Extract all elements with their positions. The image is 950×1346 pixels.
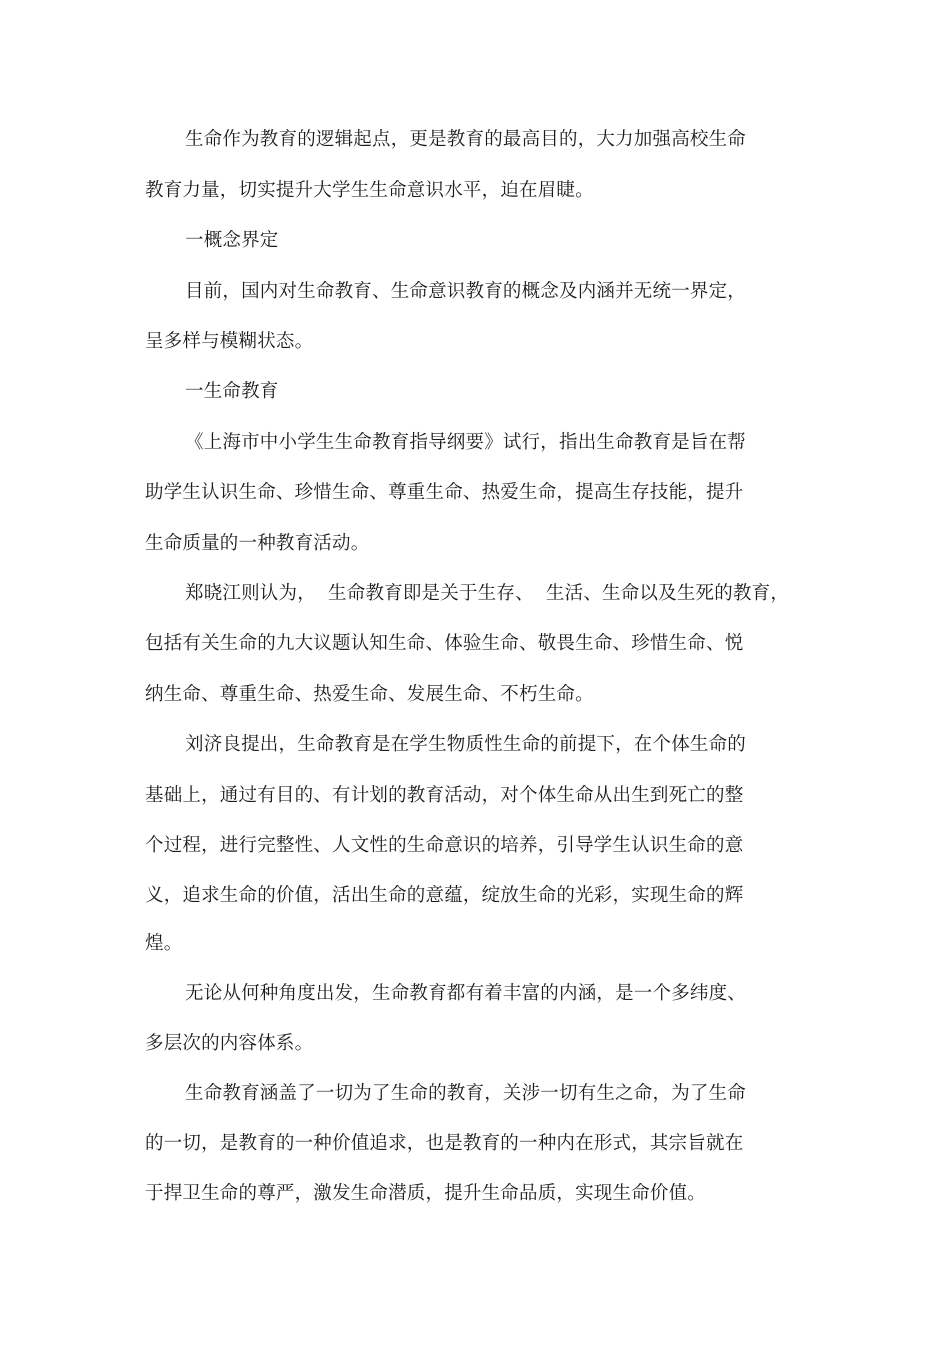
text-line-15: 个过程，进行完整性、人文性的生命意识的培养，引导学生认识生命的意 [145, 835, 744, 856]
text-line-22: 于捍卫生命的尊严，激发生命潜质，提升生命品质，实现生命价值。 [145, 1183, 707, 1204]
text-line-14: 基础上，通过有目的、有计划的教育活动，对个体生命从出生到死亡的整 [145, 785, 744, 806]
text-line-4: 目前，国内对生命教育、生命意识教育的概念及内涵并无统一界定， [185, 281, 747, 302]
text-line-20: 生命教育涵盖了一切为了生命的教育，关涉一切有生之命，为了生命 [185, 1083, 747, 1104]
text-line-21: 的一切，是教育的一种价值追求，也是教育的一种内在形式，其宗旨就在 [145, 1133, 744, 1154]
text-line-13: 刘济良提出，生命教育是在学生物质性生命的前提下，在个体生命的 [185, 734, 747, 755]
text-line-19: 多层次的内容体系。 [145, 1033, 314, 1054]
text-line-8: 助学生认识生命、珍惜生命、尊重生命、热爱生命，提高生存技能，提升 [145, 482, 744, 503]
text-line-10: 郑晓江则认为， 生命教育即是关于生存、 生活、生命以及生死的教育， [185, 583, 790, 604]
text-line-2: 教育力量，切实提升大学生生命意识水平，迫在眉睫。 [145, 180, 594, 201]
text-line-9: 生命质量的一种教育活动。 [145, 533, 370, 554]
text-line-12: 纳生命、尊重生命、热爱生命、发展生命、不朽生命。 [145, 684, 594, 705]
text-line-5: 呈多样与模糊状态。 [145, 331, 314, 352]
section-heading-concept: 一概念界定 [185, 230, 279, 251]
text-line-11: 包括有关生命的九大议题认知生命、体验生命、敬畏生命、珍惜生命、悦 [145, 633, 744, 654]
text-line-1: 生命作为教育的逻辑起点，更是教育的最高目的，大力加强高校生命 [185, 129, 747, 150]
text-line-7: 《上海市中小学生生命教育指导纲要》试行，指出生命教育是旨在帮 [185, 432, 747, 453]
text-line-17: 煌。 [145, 933, 183, 954]
text-line-16: 义，追求生命的价值，活出生命的意蕴，绽放生命的光彩，实现生命的辉 [145, 885, 744, 906]
section-heading-life-education: 一生命教育 [185, 381, 279, 402]
text-line-18: 无论从何种角度出发，生命教育都有着丰富的内涵，是一个多纬度、 [185, 983, 747, 1004]
